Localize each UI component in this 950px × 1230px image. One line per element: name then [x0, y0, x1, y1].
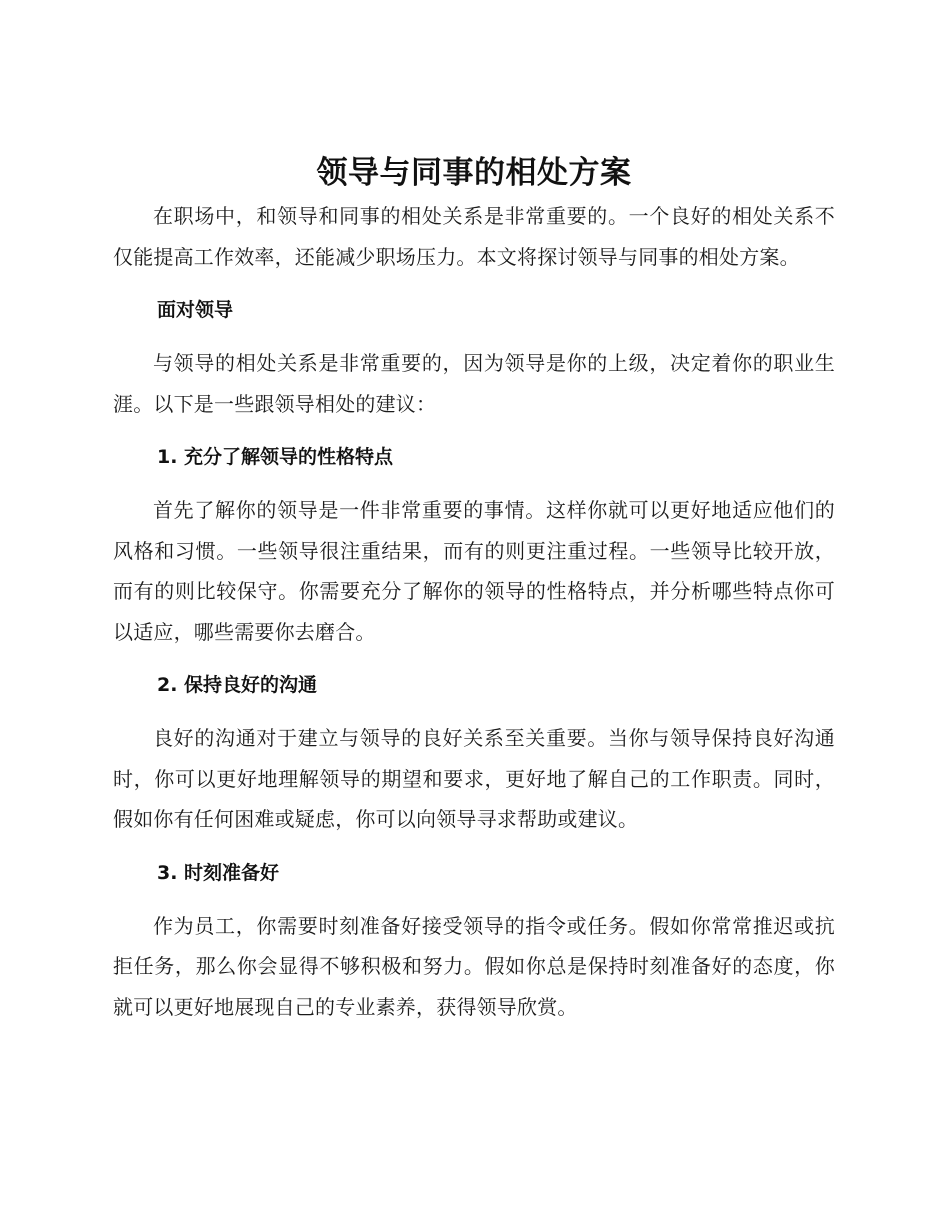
document-title: 领导与同事的相处方案	[316, 155, 632, 191]
section-heading-always-ready: 3. 时刻准备好	[157, 861, 280, 884]
section-paragraph-good-communication: 良好的沟通对于建立与领导的良好关系至关重要。当你与领导保持良好沟通时，你可以更好地理解领导的期望和要求，更好地了解自己的工作职责。同时，假如你有任何困难或疑虑，你可以向领导寻求帮助或建议。	[113, 726, 835, 831]
intro-paragraph: 在职场中，和领导和同事的相处关系是非常重要的。一个良好的相处关系不仅能提高工作效率，还能减少职场压力。本文将探讨领导与同事的相处方案。	[113, 204, 835, 269]
section-paragraph-always-ready: 作为员工，你需要时刻准备好接受领导的指令或任务。假如你常常推迟或抗拒任务，那么你会显得不够积极和努力。假如你总是保持时刻准备好的态度，你就可以更好地展现自己的专业素养，获得领导欣赏。	[113, 913, 835, 1019]
section-heading-facing-leader: 面对领导	[157, 299, 234, 321]
section-heading-understand-personality: 1. 充分了解领导的性格特点	[157, 446, 394, 468]
document-body	[113, 150, 835, 1027]
section-paragraph-facing-leader: 与领导的相处关系是非常重要的，因为领导是你的上级，决定着你的职业生涯。以下是一些跟领导相处的建议：	[113, 351, 835, 416]
section-heading-good-communication: 2. 保持良好的沟通	[157, 674, 318, 696]
section-paragraph-understand-personality: 首先了解你的领导是一件非常重要的事情。这样你就可以更好地适应他们的风格和习惯。一些领导很注重结果，而有的则更注重过程。一些领导比较开放，而有的则比较保守。你需要充分了解你的领导的性格特点，并分析哪些特点你可以适应，哪些需要你去磨合。	[113, 498, 835, 644]
